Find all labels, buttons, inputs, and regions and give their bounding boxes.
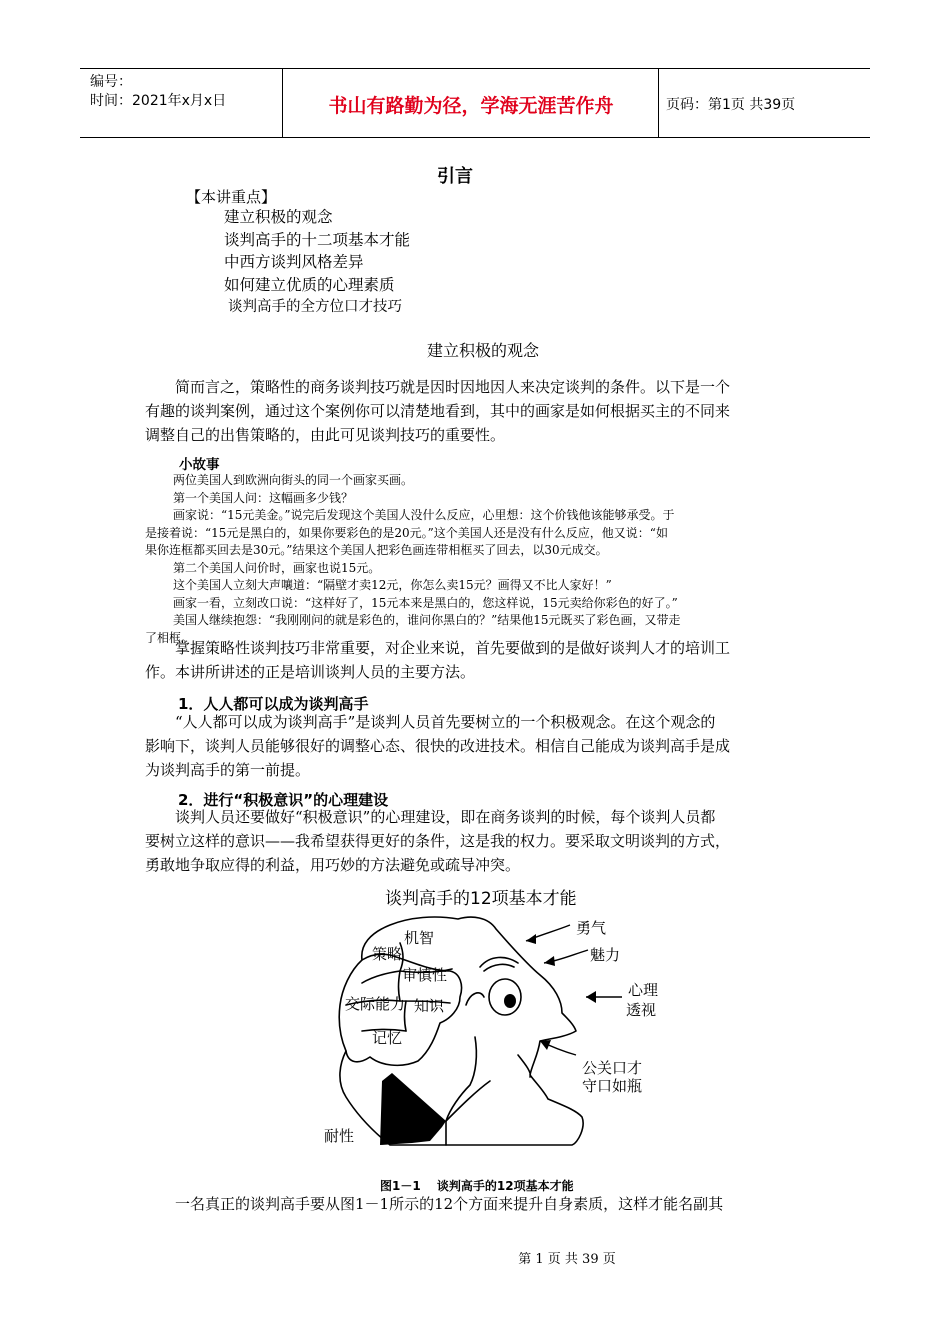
header-page-info: 页码：第1页 共39页 bbox=[666, 97, 796, 113]
label-charm: 魅力 bbox=[590, 946, 621, 964]
figure-caption: 图1－1 谈判高手的12项基本才能 bbox=[380, 1179, 574, 1193]
focus-item: 谈判高手的全方位口才技巧 bbox=[228, 299, 402, 315]
after-story-line: 作。本讲所讲述的正是培训谈判人员的主要方法。 bbox=[145, 663, 476, 681]
label-prudence: 审慎性 bbox=[402, 966, 448, 984]
story-line: 这个美国人立刻大声嚷道：“隔壁才卖12元，你怎么卖15元？画得又不比人家好！” bbox=[173, 578, 612, 592]
story-line: 果你连框都买回去是30元。”结果这个美国人把彩色画连带相框买了回去，以30元成交。 bbox=[145, 543, 608, 557]
intro-paragraph bbox=[145, 375, 825, 447]
section-title: 建立积极的观念 bbox=[427, 341, 540, 360]
label-pr2: 守口如瓶 bbox=[582, 1077, 643, 1095]
eye-pupil bbox=[504, 994, 516, 1008]
collar-line bbox=[446, 1037, 476, 1121]
brain-divider bbox=[362, 971, 400, 983]
header-divider bbox=[658, 69, 659, 137]
story-line: 美国人继续抱怨：“我刚刚问的就是彩色的，谁问你黑白的？”结果他15元既买了彩色画，又带走 bbox=[173, 613, 681, 627]
story-line: 是接着说：“15元是黑白的，如果你要彩色的是20元。”这个美国人还是没有什么反应，他又说：“如 bbox=[145, 525, 668, 540]
intro-line: 简而言之，策略性的商务谈判技巧就是因时因地因人来决定谈判的条件。以下是一个 bbox=[175, 378, 731, 396]
figure-title: 谈判高手的12项基本才能 bbox=[385, 889, 577, 909]
label-psych2: 透视 bbox=[626, 1001, 657, 1019]
black-tie bbox=[380, 1073, 446, 1145]
header-motto: 书山有路勤为径，学海无涯苦作舟 bbox=[328, 95, 614, 117]
point2-line: 谈判人员还要做好“积极意识”的心理建设，即在商务谈判的时候，每个谈判人员都 bbox=[175, 808, 716, 826]
story-line: 画家一看，立刻改口说：“这样好了，15元本来是黑白的，您这样说，15元卖给你彩色的好了。” bbox=[173, 595, 678, 610]
story-line: 了相框。 bbox=[145, 630, 194, 645]
closing-line: 一名真正的谈判高手要从图1－1所示的12个方面来提升自身素质，这样才能名副其 bbox=[175, 1195, 724, 1213]
after-story-line: 掌握策略性谈判技巧非常重要，对企业来说，首先要做到的是做好谈判人才的培训工 bbox=[175, 639, 731, 657]
point2-line: 要树立这样的意识——我希望获得更好的条件，这是我的权力。要采取文明谈判的方式， bbox=[145, 832, 731, 850]
story-block bbox=[145, 472, 825, 647]
header-meta bbox=[90, 73, 226, 111]
page-title: 引言 bbox=[437, 166, 473, 187]
point2-line: 勇敢地争取应得的利益，用巧妙的方法避免或疏导冲突。 bbox=[145, 856, 521, 874]
head-illustration bbox=[300, 905, 680, 1170]
ear bbox=[466, 993, 484, 1005]
arrow-head bbox=[586, 991, 596, 1003]
header-divider bbox=[282, 69, 283, 137]
doc-number-label: 编号： bbox=[90, 74, 132, 90]
focus-label: 【本讲重点】 bbox=[186, 188, 277, 206]
focus-item: 谈判高手的十二项基本才能 bbox=[224, 230, 411, 249]
point1-line: 为谈判高手的第一前提。 bbox=[145, 761, 311, 779]
arrow-head bbox=[526, 934, 536, 944]
focus-item: 如何建立优质的心理素质 bbox=[224, 275, 395, 294]
label-endurance: 耐性 bbox=[324, 1127, 355, 1145]
story-line: 画家说：“15元美金。”说完后发现这个美国人没什么反应，心里想：这个价钱他该能够承受。于 bbox=[173, 508, 675, 522]
focus-item: 建立积极的观念 bbox=[224, 208, 333, 226]
story-line: 第一个美国人问：这幅画多少钱？ bbox=[173, 490, 354, 505]
label-courage: 勇气 bbox=[576, 919, 607, 937]
point1-paragraph bbox=[145, 710, 825, 782]
page-footer: 第 1 页 共 39 页 bbox=[518, 1252, 616, 1267]
point1-line: “人人都可以成为谈判高手”是谈判人员首先要树立的一个积极观念。在这个观念的 bbox=[175, 713, 716, 731]
label-strategy: 策略 bbox=[372, 945, 403, 963]
label-wit: 机智 bbox=[404, 929, 435, 947]
intro-line: 调整自己的出售策略的，由此可见谈判技巧的重要性。 bbox=[145, 426, 506, 444]
point2-paragraph bbox=[145, 805, 825, 877]
arrow-head bbox=[544, 956, 555, 966]
doc-date-label: 时间：2021年x月x日 bbox=[90, 93, 227, 109]
focus-list bbox=[224, 206, 410, 319]
label-pr1: 公关口才 bbox=[582, 1059, 643, 1077]
mouth bbox=[518, 1055, 530, 1077]
eyebrow bbox=[484, 964, 514, 971]
eye-outline bbox=[489, 979, 521, 1015]
page-header bbox=[80, 68, 870, 138]
story-title: 小故事 bbox=[179, 457, 220, 473]
point1-title: 1．人人都可以成为谈判高手 bbox=[178, 695, 369, 713]
story-line: 两位美国人到欧洲向街头的同一个画家买画。 bbox=[173, 473, 414, 487]
after-story-paragraph bbox=[145, 636, 825, 684]
label-memory: 记忆 bbox=[372, 1029, 403, 1047]
point1-line: 影响下，谈判人员能够很好的调整心态、很快的改进技术。相信自己能成为谈判高手是成 bbox=[145, 737, 731, 755]
intro-line: 有趣的谈判案例，通过这个案例你可以清楚地看到，其中的画家是如何根据买主的不同来 bbox=[145, 402, 731, 420]
story-line: 第二个美国人问价时，画家也说15元。 bbox=[173, 560, 381, 575]
focus-item: 中西方谈判风格差异 bbox=[224, 253, 364, 271]
point2-title: 2．进行“积极意识”的心理建设 bbox=[178, 791, 389, 809]
label-knowledge: 知识 bbox=[414, 997, 445, 1015]
label-psych1: 心理 bbox=[628, 981, 659, 999]
label-social: 交际能力 bbox=[345, 995, 406, 1013]
